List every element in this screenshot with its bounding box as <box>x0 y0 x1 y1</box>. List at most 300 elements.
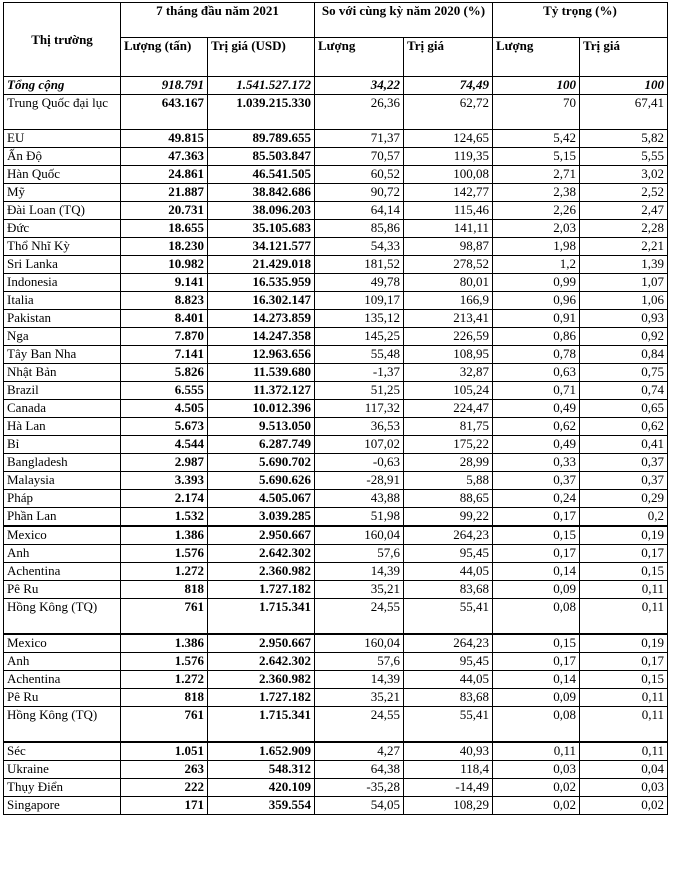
quantity-share-cell: 0,86 <box>493 328 580 346</box>
quantity-change-cell: 24,55 <box>315 707 404 743</box>
value-cell: 1.039.215.330 <box>208 95 315 130</box>
quantity-change-cell: 57,6 <box>315 545 404 563</box>
value-cell: 35.105.683 <box>208 220 315 238</box>
table-row <box>4 310 668 328</box>
value-cell: 14.247.358 <box>208 328 315 346</box>
value-share-cell: 0,11 <box>580 707 668 743</box>
quantity-cell: 6.555 <box>121 382 208 400</box>
quantity-share-cell: 2,26 <box>493 202 580 220</box>
table-row <box>4 256 668 274</box>
quantity-change-cell: 145,25 <box>315 328 404 346</box>
market-name: Pê Ru <box>4 581 121 599</box>
value-share-cell: 0,15 <box>580 563 668 581</box>
value-share-cell: 5,82 <box>580 130 668 148</box>
quantity-change-cell: 70,57 <box>315 148 404 166</box>
value-share-cell: 2,52 <box>580 184 668 202</box>
quantity-share-cell: 70 <box>493 95 580 130</box>
market-name: Indonesia <box>4 274 121 292</box>
value-cell: 85.503.847 <box>208 148 315 166</box>
market-name: Đài Loan (TQ) <box>4 202 121 220</box>
total-label: Tổng cộng <box>4 77 121 95</box>
value-cell: 1.715.341 <box>208 599 315 635</box>
table-row <box>4 472 668 490</box>
quantity-change-cell: 181,52 <box>315 256 404 274</box>
quantity-share-cell: 0,99 <box>493 274 580 292</box>
export-markets-table <box>3 2 668 815</box>
quantity-share-cell: 0,17 <box>493 508 580 527</box>
value-cell: 11.539.680 <box>208 364 315 382</box>
value-change-cell: 32,87 <box>404 364 493 382</box>
quantity-change-cell: 43,88 <box>315 490 404 508</box>
market-name: Trung Quốc đại lục <box>4 95 121 130</box>
value-change-cell: 55,41 <box>404 707 493 743</box>
market-name: Pakistan <box>4 310 121 328</box>
table-row <box>4 581 668 599</box>
market-name: Thụy Điển <box>4 779 121 797</box>
table-row <box>4 346 668 364</box>
table-row <box>4 779 668 797</box>
market-name: Hà Lan <box>4 418 121 436</box>
quantity-cell: 2.987 <box>121 454 208 472</box>
value-share-cell: 0,03 <box>580 779 668 797</box>
value-cell: 2.642.302 <box>208 653 315 671</box>
quantity-change-cell: 26,36 <box>315 95 404 130</box>
quantity-change-cell: 36,53 <box>315 418 404 436</box>
value-change-cell: 115,46 <box>404 202 493 220</box>
value-cell: 1.727.182 <box>208 689 315 707</box>
value-cell: 9.513.050 <box>208 418 315 436</box>
value-cell: 2.950.667 <box>208 634 315 653</box>
value-change-header: Trị giá <box>404 38 493 77</box>
value-share-cell: 0,92 <box>580 328 668 346</box>
value-cell: 1.652.909 <box>208 742 315 761</box>
quantity-share-cell: 0,17 <box>493 653 580 671</box>
quantity-share-cell: 0,71 <box>493 382 580 400</box>
quantity-share-cell: 0,14 <box>493 671 580 689</box>
value-cell: 14.273.859 <box>208 310 315 328</box>
comparison-column-header: So với cùng kỳ năm 2020 (%) <box>315 3 493 38</box>
quantity-share-cell: 0,37 <box>493 472 580 490</box>
value-cell: 4.505.067 <box>208 490 315 508</box>
quantity-cell: 20.731 <box>121 202 208 220</box>
quantity-cell: 1.386 <box>121 634 208 653</box>
value-change-cell: 108,95 <box>404 346 493 364</box>
quantity-share-cell: 0,02 <box>493 797 580 815</box>
value-change-cell: 28,99 <box>404 454 493 472</box>
value-change-cell: 5,88 <box>404 472 493 490</box>
quantity-cell: 7.141 <box>121 346 208 364</box>
value-share-cell: 67,41 <box>580 95 668 130</box>
quantity-share-cell: 0,63 <box>493 364 580 382</box>
quantity-change-cell: 51,25 <box>315 382 404 400</box>
table-row <box>4 220 668 238</box>
quantity-share-cell: 0,02 <box>493 779 580 797</box>
quantity-share-cell: 1,98 <box>493 238 580 256</box>
quantity-change-cell: -35,28 <box>315 779 404 797</box>
value-change-cell: 98,87 <box>404 238 493 256</box>
value-cell: 21.429.018 <box>208 256 315 274</box>
value-change-cell: -14,49 <box>404 779 493 797</box>
market-name: Hồng Kông (TQ) <box>4 707 121 743</box>
quantity-share-cell: 0,14 <box>493 563 580 581</box>
quantity-cell: 1.576 <box>121 653 208 671</box>
value-change-cell: 83,68 <box>404 689 493 707</box>
quantity-share-cell: 0,24 <box>493 490 580 508</box>
table-row <box>4 707 668 743</box>
quantity-change-cell: 55,48 <box>315 346 404 364</box>
value-share-cell: 0,93 <box>580 310 668 328</box>
value-share-cell: 0,37 <box>580 472 668 490</box>
table-row <box>4 671 668 689</box>
value-cell: 420.109 <box>208 779 315 797</box>
value-share-cell: 0,41 <box>580 436 668 454</box>
quantity-share-cell: 0,08 <box>493 599 580 635</box>
table-row <box>4 166 668 184</box>
value-share-cell: 2,28 <box>580 220 668 238</box>
value-cell: 2.360.982 <box>208 671 315 689</box>
value-share-cell: 0,2 <box>580 508 668 527</box>
quantity-cell: 2.174 <box>121 490 208 508</box>
market-name: Thổ Nhĩ Kỳ <box>4 238 121 256</box>
table-row <box>4 526 668 545</box>
value-cell: 16.535.959 <box>208 274 315 292</box>
value-share-cell: 0,11 <box>580 599 668 635</box>
table-row <box>4 418 668 436</box>
period-column-header: 7 tháng đầu năm 2021 <box>121 3 315 38</box>
table-row <box>4 563 668 581</box>
quantity-cell: 171 <box>121 797 208 815</box>
value-change-cell: 99,22 <box>404 508 493 527</box>
value-cell: 46.541.505 <box>208 166 315 184</box>
value-share-cell: 0,04 <box>580 761 668 779</box>
value-cell: 5.690.702 <box>208 454 315 472</box>
market-name: Pê Ru <box>4 689 121 707</box>
value-share-cell: 0,37 <box>580 454 668 472</box>
value-cell: 2.360.982 <box>208 563 315 581</box>
value-share-cell: 0,74 <box>580 382 668 400</box>
quantity-share-cell: 0,17 <box>493 545 580 563</box>
value-cell: 11.372.127 <box>208 382 315 400</box>
quantity-share-cell: 0,15 <box>493 526 580 545</box>
value-share-cell: 3,02 <box>580 166 668 184</box>
market-name: Anh <box>4 653 121 671</box>
value-cell: 1.715.341 <box>208 707 315 743</box>
table-row <box>4 382 668 400</box>
value-share-cell: 5,55 <box>580 148 668 166</box>
value-share-cell: 2,47 <box>580 202 668 220</box>
value-usd-header: Trị giá (USD) <box>208 38 315 77</box>
table-row <box>4 545 668 563</box>
value-cell: 2.642.302 <box>208 545 315 563</box>
value-change-cell: 88,65 <box>404 490 493 508</box>
quantity-share-cell: 0,11 <box>493 742 580 761</box>
table-row <box>4 400 668 418</box>
table-row <box>4 436 668 454</box>
value-change-cell: 175,22 <box>404 436 493 454</box>
market-name: Italia <box>4 292 121 310</box>
market-name: Đức <box>4 220 121 238</box>
quantity-cell: 222 <box>121 779 208 797</box>
value-share-cell: 2,21 <box>580 238 668 256</box>
quantity-change-cell: 117,32 <box>315 400 404 418</box>
market-name: Mexico <box>4 526 121 545</box>
market-name: Bangladesh <box>4 454 121 472</box>
quantity-change-cell: 60,52 <box>315 166 404 184</box>
total-value-share: 100 <box>580 77 668 95</box>
quantity-change-cell: 107,02 <box>315 436 404 454</box>
quantity-share-cell: 2,03 <box>493 220 580 238</box>
value-change-cell: 100,08 <box>404 166 493 184</box>
quantity-change-cell: 64,14 <box>315 202 404 220</box>
value-share-cell: 0,15 <box>580 671 668 689</box>
value-share-cell: 1,39 <box>580 256 668 274</box>
quantity-change-cell: 14,39 <box>315 671 404 689</box>
value-change-cell: 62,72 <box>404 95 493 130</box>
value-share-cell: 0,84 <box>580 346 668 364</box>
market-name: Anh <box>4 545 121 563</box>
quantity-cell: 21.887 <box>121 184 208 202</box>
value-cell: 3.039.285 <box>208 508 315 527</box>
table-row <box>4 653 668 671</box>
quantity-tons-header: Lượng (tấn) <box>121 38 208 77</box>
market-name: Hàn Quốc <box>4 166 121 184</box>
value-share-cell: 0,11 <box>580 742 668 761</box>
table-row <box>4 292 668 310</box>
value-change-cell: 118,4 <box>404 761 493 779</box>
quantity-cell: 7.870 <box>121 328 208 346</box>
quantity-change-cell: 90,72 <box>315 184 404 202</box>
market-name: Ukraine <box>4 761 121 779</box>
table-row <box>4 508 668 527</box>
quantity-change-cell: 24,55 <box>315 599 404 635</box>
value-change-cell: 80,01 <box>404 274 493 292</box>
market-name: Malaysia <box>4 472 121 490</box>
quantity-cell: 4.505 <box>121 400 208 418</box>
market-name: Brazil <box>4 382 121 400</box>
value-change-cell: 166,9 <box>404 292 493 310</box>
quantity-cell: 10.982 <box>121 256 208 274</box>
table-row <box>4 599 668 635</box>
quantity-change-cell: 57,6 <box>315 653 404 671</box>
quantity-cell: 1.576 <box>121 545 208 563</box>
quantity-share-cell: 2,38 <box>493 184 580 202</box>
value-cell: 5.690.626 <box>208 472 315 490</box>
value-change-cell: 40,93 <box>404 742 493 761</box>
value-share-header: Trị giá <box>580 38 668 77</box>
quantity-share-cell: 0,03 <box>493 761 580 779</box>
quantity-change-cell: 14,39 <box>315 563 404 581</box>
value-cell: 38.842.686 <box>208 184 315 202</box>
value-cell: 16.302.147 <box>208 292 315 310</box>
quantity-cell: 818 <box>121 581 208 599</box>
value-cell: 89.789.655 <box>208 130 315 148</box>
quantity-change-cell: 51,98 <box>315 508 404 527</box>
quantity-share-cell: 5,15 <box>493 148 580 166</box>
quantity-cell: 47.363 <box>121 148 208 166</box>
quantity-share-cell: 2,71 <box>493 166 580 184</box>
table-row <box>4 328 668 346</box>
quantity-cell: 1.051 <box>121 742 208 761</box>
market-name: Tây Ban Nha <box>4 346 121 364</box>
value-cell: 38.096.203 <box>208 202 315 220</box>
table-row <box>4 364 668 382</box>
total-quantity: 918.791 <box>121 77 208 95</box>
quantity-cell: 818 <box>121 689 208 707</box>
value-change-cell: 264,23 <box>404 526 493 545</box>
value-share-cell: 0,11 <box>580 581 668 599</box>
quantity-cell: 263 <box>121 761 208 779</box>
value-change-cell: 105,24 <box>404 382 493 400</box>
quantity-share-cell: 0,62 <box>493 418 580 436</box>
value-cell: 6.287.749 <box>208 436 315 454</box>
value-change-cell: 278,52 <box>404 256 493 274</box>
quantity-change-cell: 35,21 <box>315 689 404 707</box>
quantity-cell: 1.386 <box>121 526 208 545</box>
quantity-change-cell: 54,33 <box>315 238 404 256</box>
value-cell: 548.312 <box>208 761 315 779</box>
market-name: Achentina <box>4 671 121 689</box>
table-row <box>4 634 668 653</box>
value-change-cell: 224,47 <box>404 400 493 418</box>
market-name: Achentina <box>4 563 121 581</box>
quantity-change-cell: 135,12 <box>315 310 404 328</box>
quantity-change-cell: 64,38 <box>315 761 404 779</box>
value-cell: 1.727.182 <box>208 581 315 599</box>
quantity-change-cell: 35,21 <box>315 581 404 599</box>
table-row <box>4 761 668 779</box>
quantity-change-header: Lượng <box>315 38 404 77</box>
market-name: Sri Lanka <box>4 256 121 274</box>
market-name: Séc <box>4 742 121 761</box>
market-name: Mexico <box>4 634 121 653</box>
value-cell: 359.554 <box>208 797 315 815</box>
value-change-cell: 226,59 <box>404 328 493 346</box>
quantity-cell: 9.141 <box>121 274 208 292</box>
total-quantity-change: 34,22 <box>315 77 404 95</box>
market-name: Hồng Kông (TQ) <box>4 599 121 635</box>
quantity-cell: 18.655 <box>121 220 208 238</box>
share-column-header: Tỷ trọng (%) <box>493 3 668 38</box>
quantity-change-cell: -0,63 <box>315 454 404 472</box>
value-share-cell: 1,07 <box>580 274 668 292</box>
value-cell: 34.121.577 <box>208 238 315 256</box>
quantity-change-cell: 109,17 <box>315 292 404 310</box>
value-cell: 10.012.396 <box>208 400 315 418</box>
quantity-share-cell: 0,91 <box>493 310 580 328</box>
quantity-share-cell: 0,96 <box>493 292 580 310</box>
quantity-cell: 24.861 <box>121 166 208 184</box>
value-change-cell: 141,11 <box>404 220 493 238</box>
value-change-cell: 124,65 <box>404 130 493 148</box>
value-share-cell: 0,29 <box>580 490 668 508</box>
table-row <box>4 274 668 292</box>
quantity-share-cell: 0,33 <box>493 454 580 472</box>
quantity-change-cell: -28,91 <box>315 472 404 490</box>
value-share-cell: 0,65 <box>580 400 668 418</box>
market-name: Canada <box>4 400 121 418</box>
quantity-cell: 8.401 <box>121 310 208 328</box>
market-name: Bỉ <box>4 436 121 454</box>
table-row <box>4 238 668 256</box>
value-change-cell: 44,05 <box>404 563 493 581</box>
quantity-share-cell: 0,08 <box>493 707 580 743</box>
total-value-change: 74,49 <box>404 77 493 95</box>
market-name: Ấn Độ <box>4 148 121 166</box>
quantity-change-cell: 160,04 <box>315 634 404 653</box>
quantity-change-cell: 54,05 <box>315 797 404 815</box>
table-row <box>4 742 668 761</box>
quantity-share-cell: 0,49 <box>493 436 580 454</box>
quantity-share-cell: 0,78 <box>493 346 580 364</box>
market-name: Nga <box>4 328 121 346</box>
value-change-cell: 95,45 <box>404 653 493 671</box>
quantity-cell: 18.230 <box>121 238 208 256</box>
quantity-share-cell: 5,42 <box>493 130 580 148</box>
total-value: 1.541.527.172 <box>208 77 315 95</box>
quantity-cell: 5.826 <box>121 364 208 382</box>
table-row <box>4 490 668 508</box>
value-share-cell: 0,75 <box>580 364 668 382</box>
market-name: Nhật Bản <box>4 364 121 382</box>
value-share-cell: 1,06 <box>580 292 668 310</box>
table-row <box>4 454 668 472</box>
quantity-share-cell: 0,09 <box>493 689 580 707</box>
market-name: Phần Lan <box>4 508 121 527</box>
quantity-cell: 1.272 <box>121 563 208 581</box>
value-change-cell: 95,45 <box>404 545 493 563</box>
quantity-change-cell: 85,86 <box>315 220 404 238</box>
value-share-cell: 0,62 <box>580 418 668 436</box>
value-share-cell: 0,11 <box>580 689 668 707</box>
quantity-share-cell: 0,15 <box>493 634 580 653</box>
value-share-cell: 0,17 <box>580 653 668 671</box>
quantity-cell: 5.673 <box>121 418 208 436</box>
total-quantity-share: 100 <box>493 77 580 95</box>
quantity-change-cell: 160,04 <box>315 526 404 545</box>
quantity-cell: 761 <box>121 707 208 743</box>
table-row <box>4 148 668 166</box>
market-column-header: Thị trường <box>4 3 121 77</box>
total-row <box>4 77 668 95</box>
table-row <box>4 130 668 148</box>
header-row-top <box>4 3 668 38</box>
quantity-cell: 4.544 <box>121 436 208 454</box>
market-name: Pháp <box>4 490 121 508</box>
quantity-cell: 3.393 <box>121 472 208 490</box>
value-cell: 2.950.667 <box>208 526 315 545</box>
value-change-cell: 81,75 <box>404 418 493 436</box>
quantity-cell: 1.532 <box>121 508 208 527</box>
quantity-change-cell: 49,78 <box>315 274 404 292</box>
market-name: Mỹ <box>4 184 121 202</box>
quantity-share-cell: 1,2 <box>493 256 580 274</box>
quantity-change-cell: 71,37 <box>315 130 404 148</box>
value-change-cell: 142,77 <box>404 184 493 202</box>
quantity-share-cell: 0,49 <box>493 400 580 418</box>
quantity-cell: 49.815 <box>121 130 208 148</box>
table-row <box>4 184 668 202</box>
quantity-change-cell: 4,27 <box>315 742 404 761</box>
value-share-cell: 0,02 <box>580 797 668 815</box>
value-change-cell: 213,41 <box>404 310 493 328</box>
value-change-cell: 44,05 <box>404 671 493 689</box>
market-name: Singapore <box>4 797 121 815</box>
quantity-share-cell: 0,09 <box>493 581 580 599</box>
value-cell: 12.963.656 <box>208 346 315 364</box>
value-change-cell: 55,41 <box>404 599 493 635</box>
value-change-cell: 119,35 <box>404 148 493 166</box>
quantity-change-cell: -1,37 <box>315 364 404 382</box>
